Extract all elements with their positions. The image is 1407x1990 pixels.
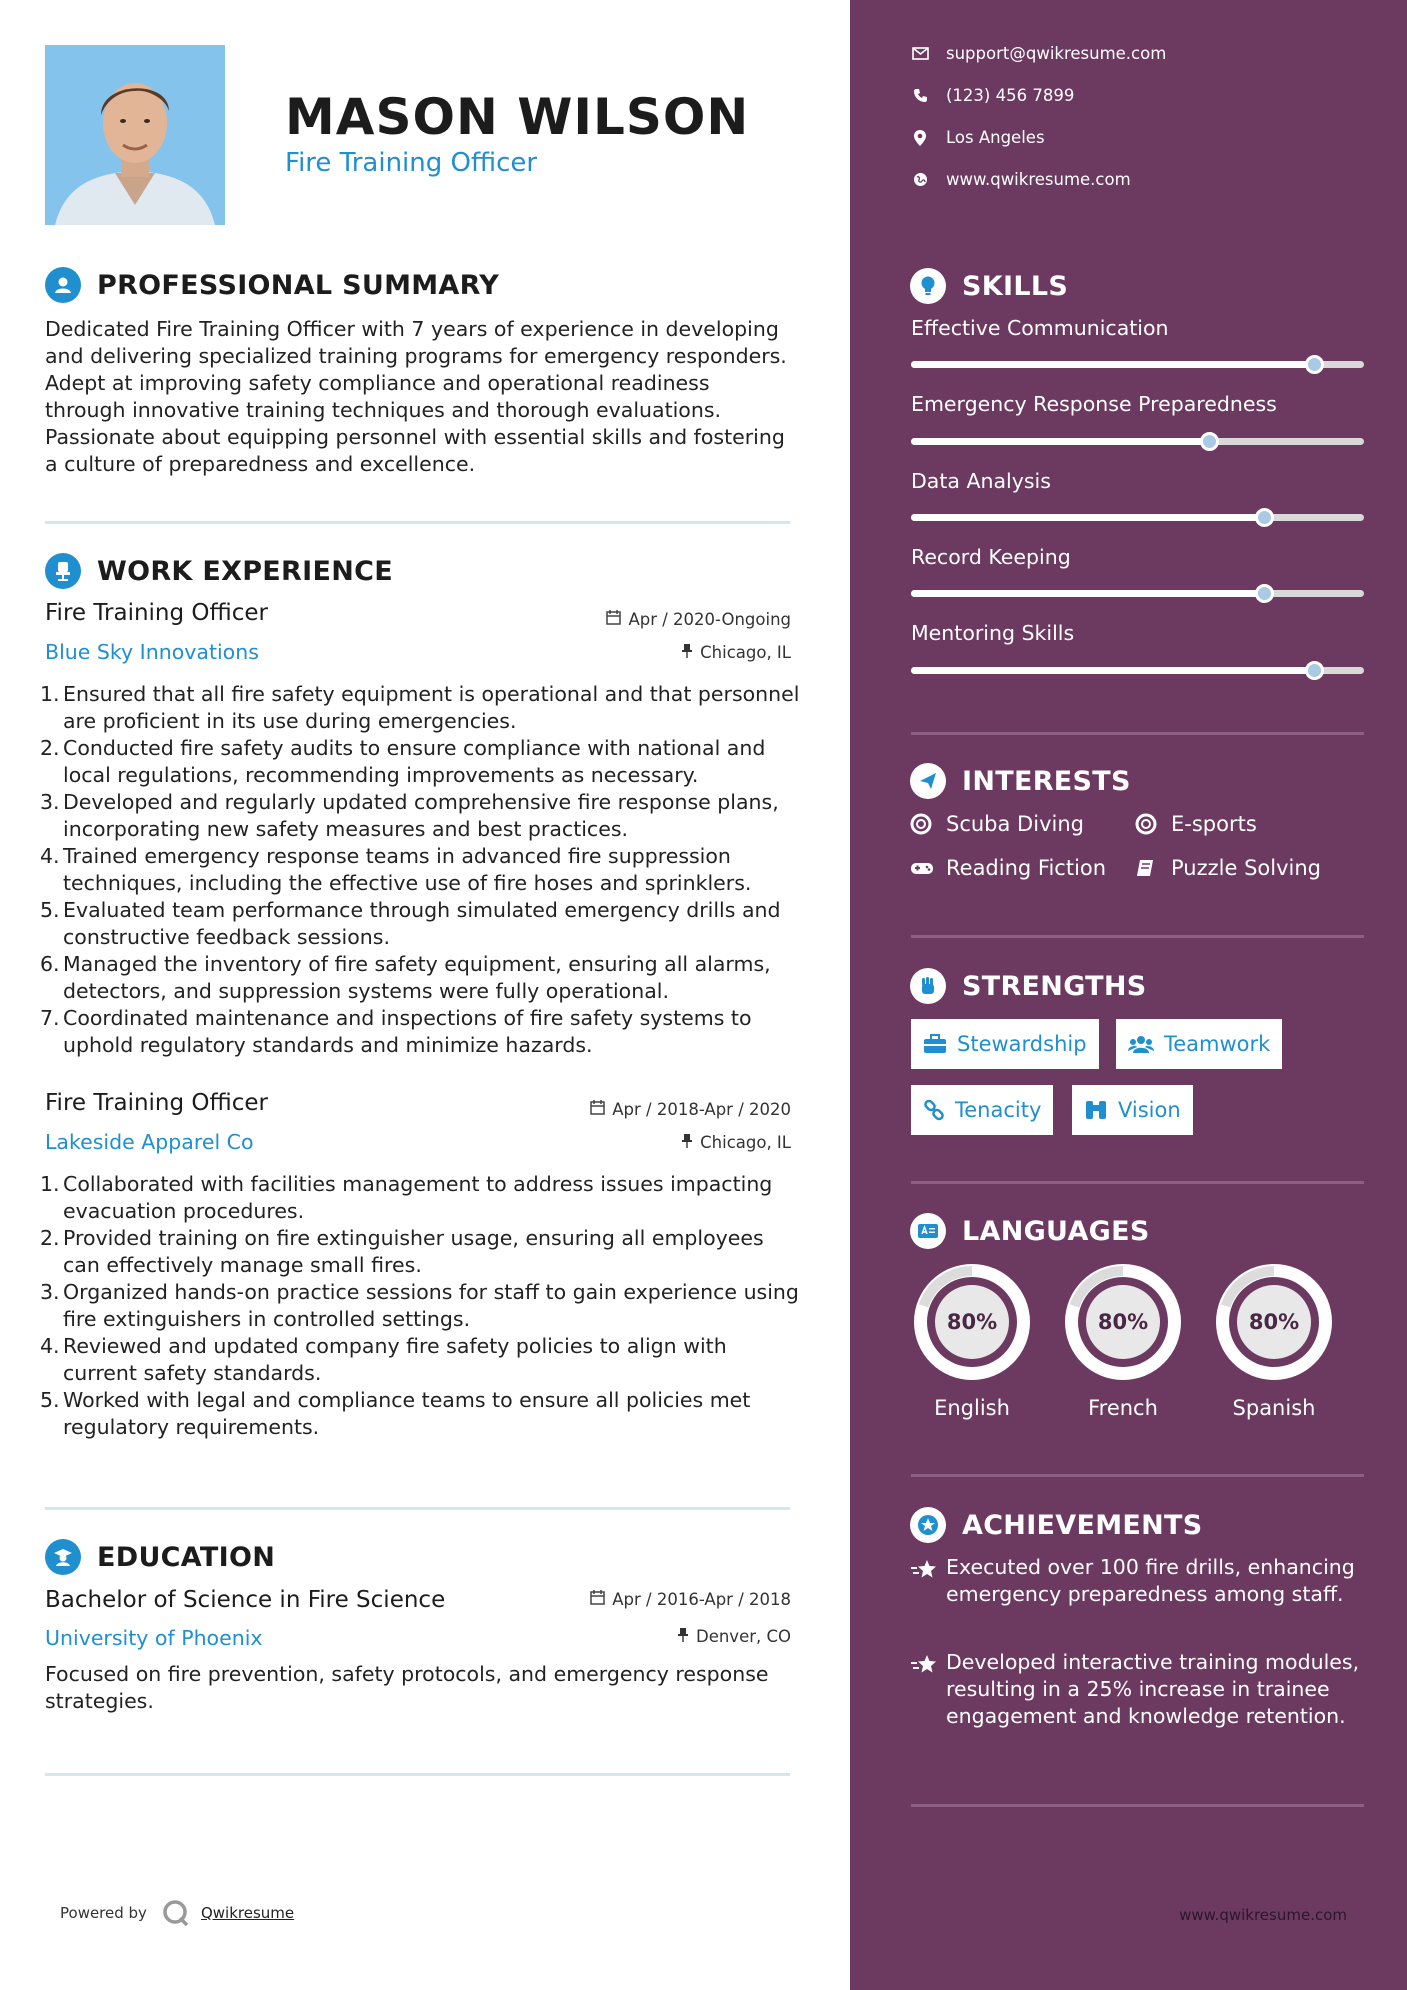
skill-bar-knob [1255,584,1274,603]
list-item: 7. Coordinated maintenance and inspections of fire safety systems to uphold regulatory standards and minimize hazards. [40,1006,752,1057]
skills-title: SKILLS [962,270,1069,302]
language-label: Spanish [1232,1396,1316,1420]
language-item [910,1260,1034,1420]
list-item: 6. Managed the inventory of fire safety equipment, ensuring all alarms, detectors, and suppression systems were fully operational. [40,952,771,1003]
skill-bar [911,514,1364,521]
list-item: 3. Developed and regularly updated comprehensive fire response plans, incorporating new safety measures and best practices. [40,790,779,841]
skill-bar [911,361,1364,368]
interest-item [1135,812,1257,836]
list-item: 1. Ensured that all fire safety equipment is operational and that personnel are proficient in its use during emergencies. [40,682,800,733]
section-divider [911,1181,1364,1184]
shooting-star-icon [910,1554,946,1608]
skill-bar-fill [911,438,1210,445]
job-title: Fire Training Officer [45,1090,269,1116]
skill-bar-knob [1305,355,1324,374]
skill-bar-fill [911,667,1314,674]
language-percent: 80% [1097,1310,1149,1334]
lightbulb-icon [910,268,946,304]
job-location-text: Chicago, IL [700,643,791,662]
achievement-item [910,1554,1370,1608]
experience-heading [45,553,393,589]
interest-item [1135,856,1321,880]
job-dates-text: Apr / 2020-Ongoing [628,610,791,629]
contact-email-text: support@qwikresume.com [946,44,1167,63]
calendar-icon [590,1590,605,1609]
powered-by-label: Powered by [60,1904,147,1922]
raised-fist-icon [910,968,946,1004]
calendar-icon [590,1100,605,1119]
strength-badge [1116,1019,1282,1069]
skill-bar-knob [1305,661,1324,680]
skill-label: Effective Communication [911,316,1169,340]
interest-label: E-sports [1171,812,1257,836]
shooting-star-icon [910,1649,946,1730]
skill-label: Emergency Response Preparedness [911,392,1277,416]
skill-label: Mentoring Skills [911,621,1075,645]
languages-heading [910,1213,1150,1249]
strength-label: Vision [1118,1098,1181,1122]
achievement-text: Developed interactive training modules, resulting in a 25% increase in trainee engagement and knowledge retention. [946,1650,1360,1728]
achievement-text: Executed over 100 fire drills, enhancing emergency preparedness among staff. [946,1555,1355,1606]
skill-bar [911,667,1364,674]
contact-website-text: www.qwikresume.com [946,170,1131,189]
powered-by [60,1898,294,1928]
job-dates [606,610,791,629]
strength-badge [911,1019,1099,1069]
education-text: Focused on fire prevention, safety protocols, and emergency response strategies. [45,1662,769,1713]
language-item [1061,1260,1185,1420]
office-chair-icon [45,553,81,589]
language-percent: 80% [946,1310,998,1334]
user-circle-icon [45,267,81,303]
skill-bar-knob [1255,508,1274,527]
candidate-name: MASON WILSON [285,88,750,146]
section-divider [911,935,1364,938]
section-divider [911,1804,1364,1807]
section-divider [911,1474,1364,1477]
binoculars-icon [1084,1099,1108,1121]
job-location-text: Chicago, IL [700,1133,791,1152]
list-item: 4. Reviewed and updated company fire safety policies to align with current safety standards. [40,1334,727,1385]
job-bullets [40,681,800,1059]
interest-item [910,812,1084,836]
skill-bar [911,590,1364,597]
qwikresume-link[interactable]: Qwikresume [200,1904,295,1922]
strengths-heading [910,968,1147,1004]
section-divider [45,521,790,524]
lifebuoy-icon [910,813,934,835]
footer-url[interactable]: www.qwikresume.com [1179,1906,1347,1924]
graduate-icon [45,1539,81,1575]
job-title: Fire Training Officer [45,600,269,626]
education-location-text: Denver, CO [695,1627,791,1646]
summary-text: Dedicated Fire Training Officer with 7 years of experience in developing and delivering specialized training programs for emergency responders. Adept at improving safety compliance and operational readiness through innovative training techniques and thorough evaluations. Passionate about equipping personnel with essential skills and fostering a culture of preparedness and excellence. [45,317,787,476]
skill-bar-fill [911,361,1314,368]
skill-bar-fill [911,514,1264,521]
pushpin-icon [677,1627,689,1646]
job-location [681,643,791,662]
skill-bar-knob [1200,432,1219,451]
pushpin-icon [681,643,693,662]
book-icon [1135,858,1159,878]
education-heading [45,1539,275,1575]
contact-email[interactable] [910,44,1166,63]
skill-bar-fill [911,590,1264,597]
education-dates-text: Apr / 2016-Apr / 2018 [612,1590,791,1609]
contact-website[interactable] [910,170,1131,189]
list-item: 2. Provided training on fire extinguisher usage, ensuring all employees can effectively manage small fires. [40,1226,764,1277]
users-icon [1128,1034,1154,1054]
job-dates [590,1100,791,1119]
list-item: 4. Trained emergency response teams in advanced fire suppression techniques, including the effective use of fire hoses and sprinklers. [40,844,752,895]
language-label: French [1088,1396,1158,1420]
list-item: 5. Evaluated team performance through simulated emergency drills and constructive feedback sessions. [40,898,781,949]
star-badge-icon [910,1507,946,1543]
paper-plane-icon [910,763,946,799]
strength-label: Tenacity [955,1098,1042,1122]
experience-title: WORK EXPERIENCE [97,555,393,587]
section-divider [45,1773,790,1776]
contact-location [910,128,1045,147]
sidebar [850,0,1407,1990]
interest-label: Puzzle Solving [1171,856,1321,880]
strength-badge [1072,1085,1193,1135]
list-item: 2. Conducted fire safety audits to ensure compliance with national and local regulations, recommending improvements as necessary. [40,736,766,787]
contact-phone[interactable] [910,86,1074,105]
school-name: University of Phoenix [45,1626,263,1650]
job-company: Blue Sky Innovations [45,640,259,664]
section-divider [45,1507,790,1510]
achievements-heading [910,1507,1203,1543]
language-item [1212,1260,1336,1420]
achievement-item [910,1649,1370,1730]
list-item: 5. Worked with legal and compliance teams to ensure all policies met regulatory requirements. [40,1388,751,1439]
calendar-icon [606,610,621,629]
map-pin-icon [910,130,930,146]
summary-heading [45,267,499,303]
lifebuoy-icon [1135,813,1159,835]
interest-item [910,856,1106,880]
globe-icon [910,172,930,187]
envelope-icon [910,47,930,60]
section-divider [911,732,1364,735]
skill-label: Record Keeping [911,545,1071,569]
gamepad-icon [910,860,934,876]
candidate-role: Fire Training Officer [285,148,538,178]
interests-title: INTERESTS [962,765,1131,797]
interests-heading [910,763,1131,799]
language-percent: 80% [1248,1310,1300,1334]
contact-phone-text: (123) 456 7899 [946,86,1075,105]
summary-title: PROFESSIONAL SUMMARY [97,269,500,301]
education-location [677,1627,791,1646]
skill-bar [911,438,1364,445]
education-title: EDUCATION [97,1541,276,1573]
interest-label: Reading Fiction [946,856,1107,880]
phone-icon [910,88,930,103]
contact-location-text: Los Angeles [946,128,1045,147]
strengths-title: STRENGTHS [962,970,1147,1002]
languages-title: LANGUAGES [962,1215,1150,1247]
job-bullets [40,1171,800,1441]
skill-label: Data Analysis [911,469,1051,493]
job-location [681,1133,791,1152]
education-dates [590,1590,791,1609]
job-dates-text: Apr / 2018-Apr / 2020 [612,1100,791,1119]
translate-icon [910,1213,946,1249]
list-item: 1. Collaborated with facilities management to address issues impacting evacuation procedures. [40,1172,773,1223]
qwikresume-logo-icon [161,1898,191,1928]
profile-photo [45,45,225,225]
degree-title: Bachelor of Science in Fire Science [45,1587,446,1613]
job-company: Lakeside Apparel Co [45,1130,254,1154]
achievements-title: ACHIEVEMENTS [962,1509,1203,1541]
strength-label: Teamwork [1164,1032,1271,1056]
strength-badge [911,1085,1053,1135]
link-icon [923,1099,945,1121]
skills-heading [910,268,1068,304]
interest-label: Scuba Diving [946,812,1084,836]
briefcase-icon [923,1034,947,1054]
pushpin-icon [681,1133,693,1152]
strength-label: Stewardship [957,1032,1087,1056]
language-label: English [934,1396,1010,1420]
list-item: 3. Organized hands-on practice sessions for staff to gain experience using fire extinguishers in controlled settings. [40,1280,799,1331]
